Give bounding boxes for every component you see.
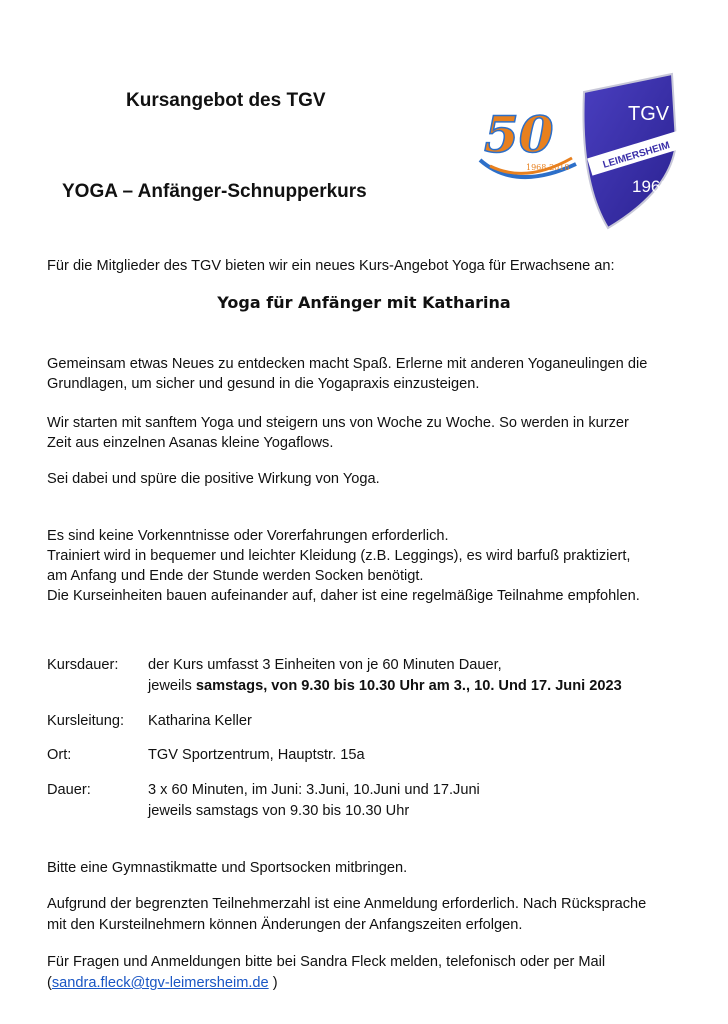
logo-number: 50: [484, 105, 554, 164]
contact-open: (: [47, 975, 52, 991]
para4-line1: Es sind keine Vorkenntnisse oder Vorerfahrungen erforderlich.: [47, 528, 449, 544]
course-title: YOGA – Anfänger-Schnupperkurs: [62, 181, 367, 202]
kursdauer-dates: samstags, von 9.30 bis 10.30 Uhr am 3., 10. Und 17. Juni 2023: [195, 678, 622, 694]
kursdauer-prefix: jeweils: [148, 678, 196, 694]
kursdauer-line2: [148, 676, 622, 696]
ort-label: Ort:: [47, 747, 72, 763]
dauer-label: Dauer:: [47, 782, 91, 798]
para3: Sei dabei und spüre die positive Wirkung von Yoga.: [47, 471, 380, 487]
dauer-line1: 3 x 60 Minuten, im Juni: 3.Juni, 10.Juni und 17.Juni: [148, 782, 480, 798]
dauer-line2: jeweils samstags von 9.30 bis 10.30 Uhr: [148, 803, 410, 819]
kursdauer-label: Kursdauer:: [47, 657, 119, 673]
logo-years: 1968-2018: [526, 163, 570, 172]
para4-line4: Die Kurseinheiten bauen aufeinander auf, daher ist eine regelmäßige Teilnahme empfohlen.: [47, 588, 640, 604]
bring-note: Bitte eine Gymnastikmatte und Sportsocken mitbringen.: [47, 860, 408, 876]
para4-line2: Trainiert wird in bequemer und leichter Kleidung (z.B. Leggings), es wird barfuß praktiziert,: [47, 548, 631, 564]
para2-line2: Zeit aus einzelnen Asanas kleine Yogaflows.: [47, 435, 334, 451]
page-title: Kursangebot des TGV: [126, 90, 326, 111]
logo-town: LEIMERSHEIM: [601, 140, 672, 171]
para1-line2: Grundlagen, um sicher und gesund in die Yogapraxis einzusteigen.: [47, 376, 480, 392]
para2-line1: Wir starten mit sanftem Yoga und steigern uns von Woche zu Woche. So werden in kurzer: [47, 415, 629, 431]
tgv-anniversary-logo: [476, 72, 684, 232]
para4-line3: am Anfang und Ende der Stunde werden Socken benötigt.: [47, 568, 424, 584]
kursdauer-line1: der Kurs umfasst 3 Einheiten von je 60 Minuten Dauer,: [148, 657, 502, 673]
contact-line2: [47, 973, 278, 993]
intro-text: Für die Mitglieder des TGV bieten wir ein neues Kurs-Angebot Yoga für Erwachsene an:: [47, 258, 615, 274]
email-link[interactable]: sandra.fleck@tgv-leimersheim.de: [51, 975, 269, 991]
kursleitung-value: Katharina Keller: [148, 713, 252, 729]
course-headline: Yoga für Anfänger mit Katharina: [217, 293, 511, 312]
signup-line1: Aufgrund der begrenzten Teilnehmerzahl ist eine Anmeldung erforderlich. Nach Rücksprache: [47, 896, 647, 912]
kursleitung-label: Kursleitung:: [47, 713, 125, 729]
signup-line2: mit den Kursteilnehmern können Änderungen der Anfangszeiten erfolgen.: [47, 917, 523, 933]
para1-line1: Gemeinsam etwas Neues zu entdecken macht Spaß. Erlerne mit anderen Yoganeulingen die: [47, 356, 648, 372]
ort-value: TGV Sportzentrum, Hauptstr. 15a: [148, 747, 365, 763]
contact-close: ): [268, 975, 278, 991]
contact-line1: Für Fragen und Anmeldungen bitte bei Sandra Fleck melden, telefonisch oder per Mail: [47, 954, 606, 970]
logo-club: TGV: [628, 103, 670, 125]
logo-founded: 1968: [632, 177, 670, 196]
